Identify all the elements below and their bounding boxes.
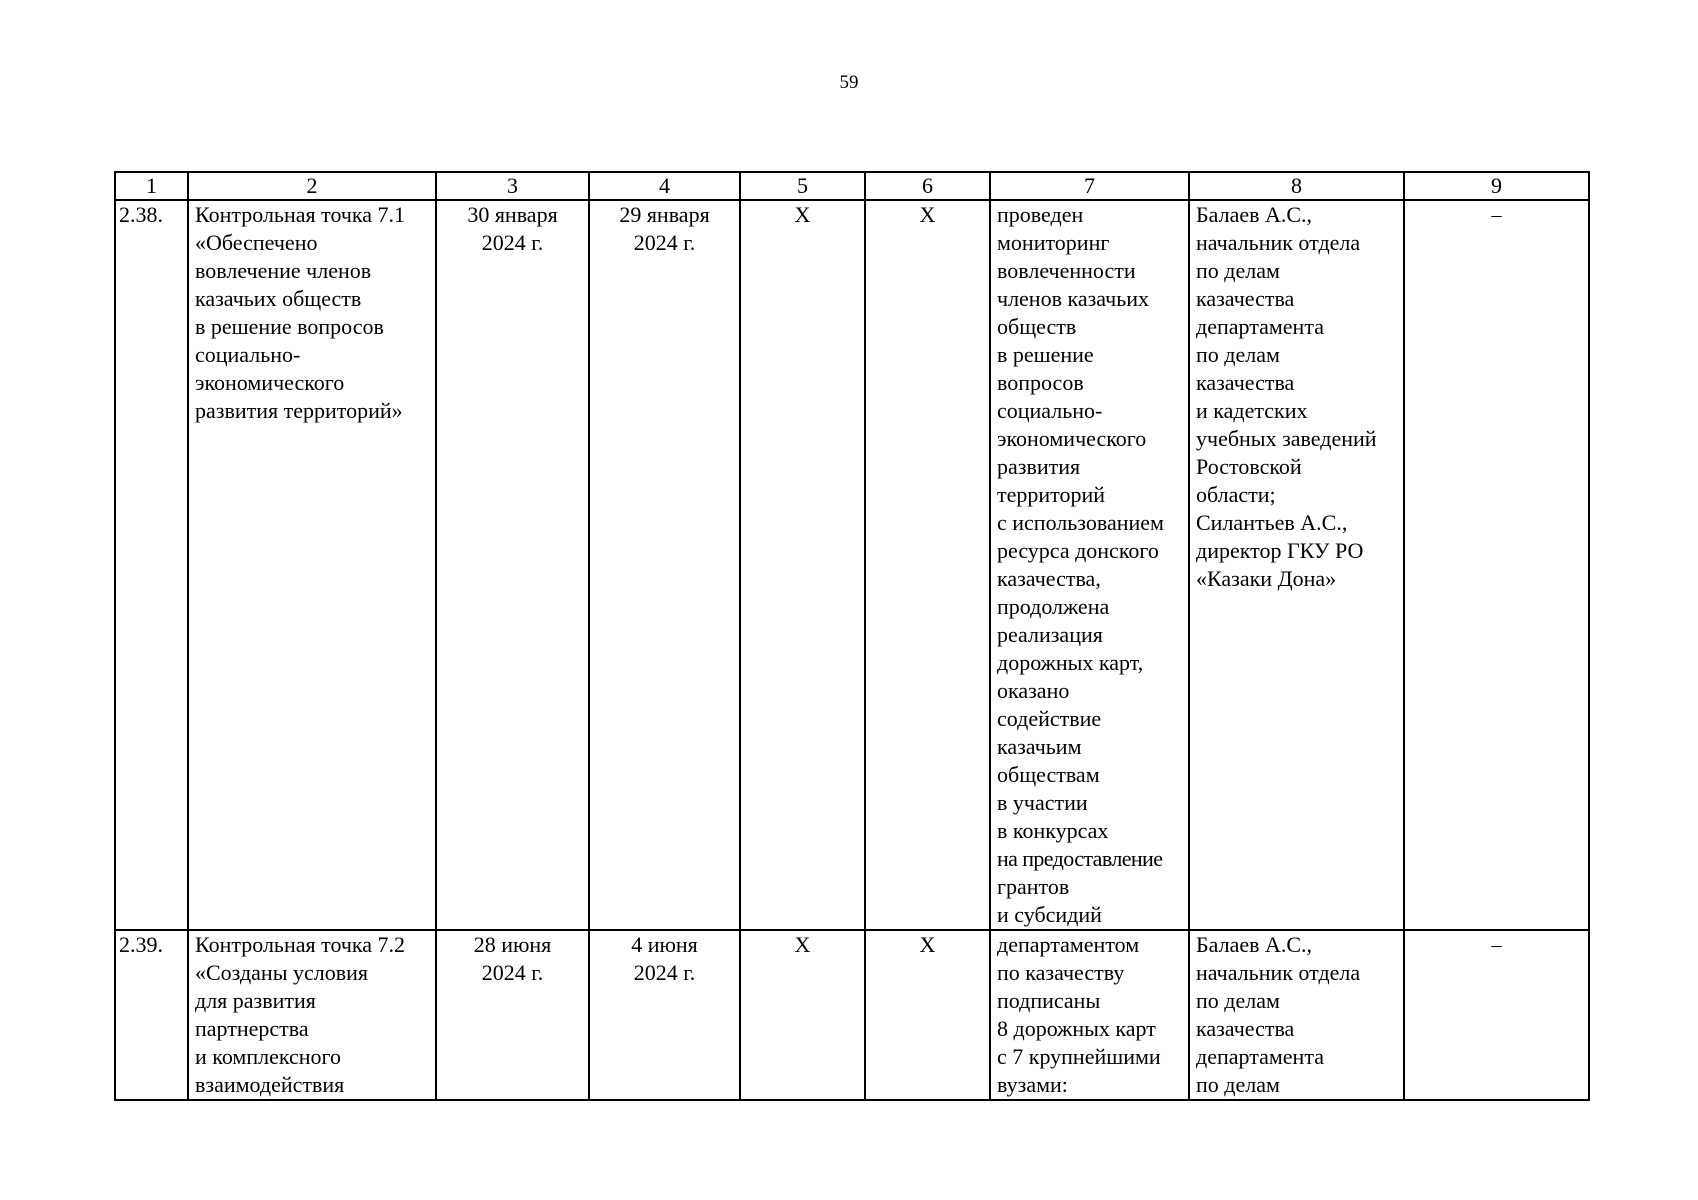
row-number: 2.38. [115,200,188,930]
fact-date: 4 июня 2024 г. [589,930,740,1100]
col6-mark: Х [865,930,990,1100]
plan-date: 30 января 2024 г. [436,200,589,930]
header-cell: 1 [115,172,188,200]
control-point-name: Контрольная точка 7.1 «Обеспечено вовлечение членов казачьих обществ в решение вопросов социально- экономического развития территорий» [188,200,436,930]
header-cell: 8 [1189,172,1404,200]
header-cell: 2 [188,172,436,200]
row-number: 2.39. [115,930,188,1100]
table-row [115,930,1589,1100]
result-text: проведен мониторинг вовлеченности членов казачьих обществ в решение вопросов социально- экономического развития территорий с использованием ресурса донского казачества, продолжена реализация дорожных карт, оказано содействие казачьим обществам в участии в конкурсах на предоставление грантов и субсидий [990,200,1189,930]
fact-date: 29 января 2024 г. [589,200,740,930]
col9-dash: – [1404,200,1589,930]
plan-date: 28 июня 2024 г. [436,930,589,1100]
col9-dash: – [1404,930,1589,1100]
col6-mark: Х [865,200,990,930]
responsible-persons: Балаев А.С., начальник отдела по делам казачества департамента по делам казачества и кадетских учебных заведений Ростовской области; Силантьев А.С., директор ГКУ РО «Казаки Дона» [1189,200,1404,930]
header-cell: 7 [990,172,1189,200]
col5-mark: Х [740,930,865,1100]
header-cell: 5 [740,172,865,200]
table-row [115,200,1589,930]
result-text: департаментом по казачеству подписаны 8 дорожных карт с 7 крупнейшими вузами: [990,930,1189,1100]
header-cell: 4 [589,172,740,200]
page-number: 59 [839,72,859,93]
control-points-table [114,171,1590,1101]
control-point-name: Контрольная точка 7.2 «Созданы условия для развития партнерства и комплексного взаимодействия [188,930,436,1100]
col5-mark: Х [740,200,865,930]
header-row [115,172,1589,200]
header-cell: 9 [1404,172,1589,200]
responsible-persons: Балаев А.С., начальник отдела по делам казачества департамента по делам [1189,930,1404,1100]
header-cell: 3 [436,172,589,200]
header-cell: 6 [865,172,990,200]
